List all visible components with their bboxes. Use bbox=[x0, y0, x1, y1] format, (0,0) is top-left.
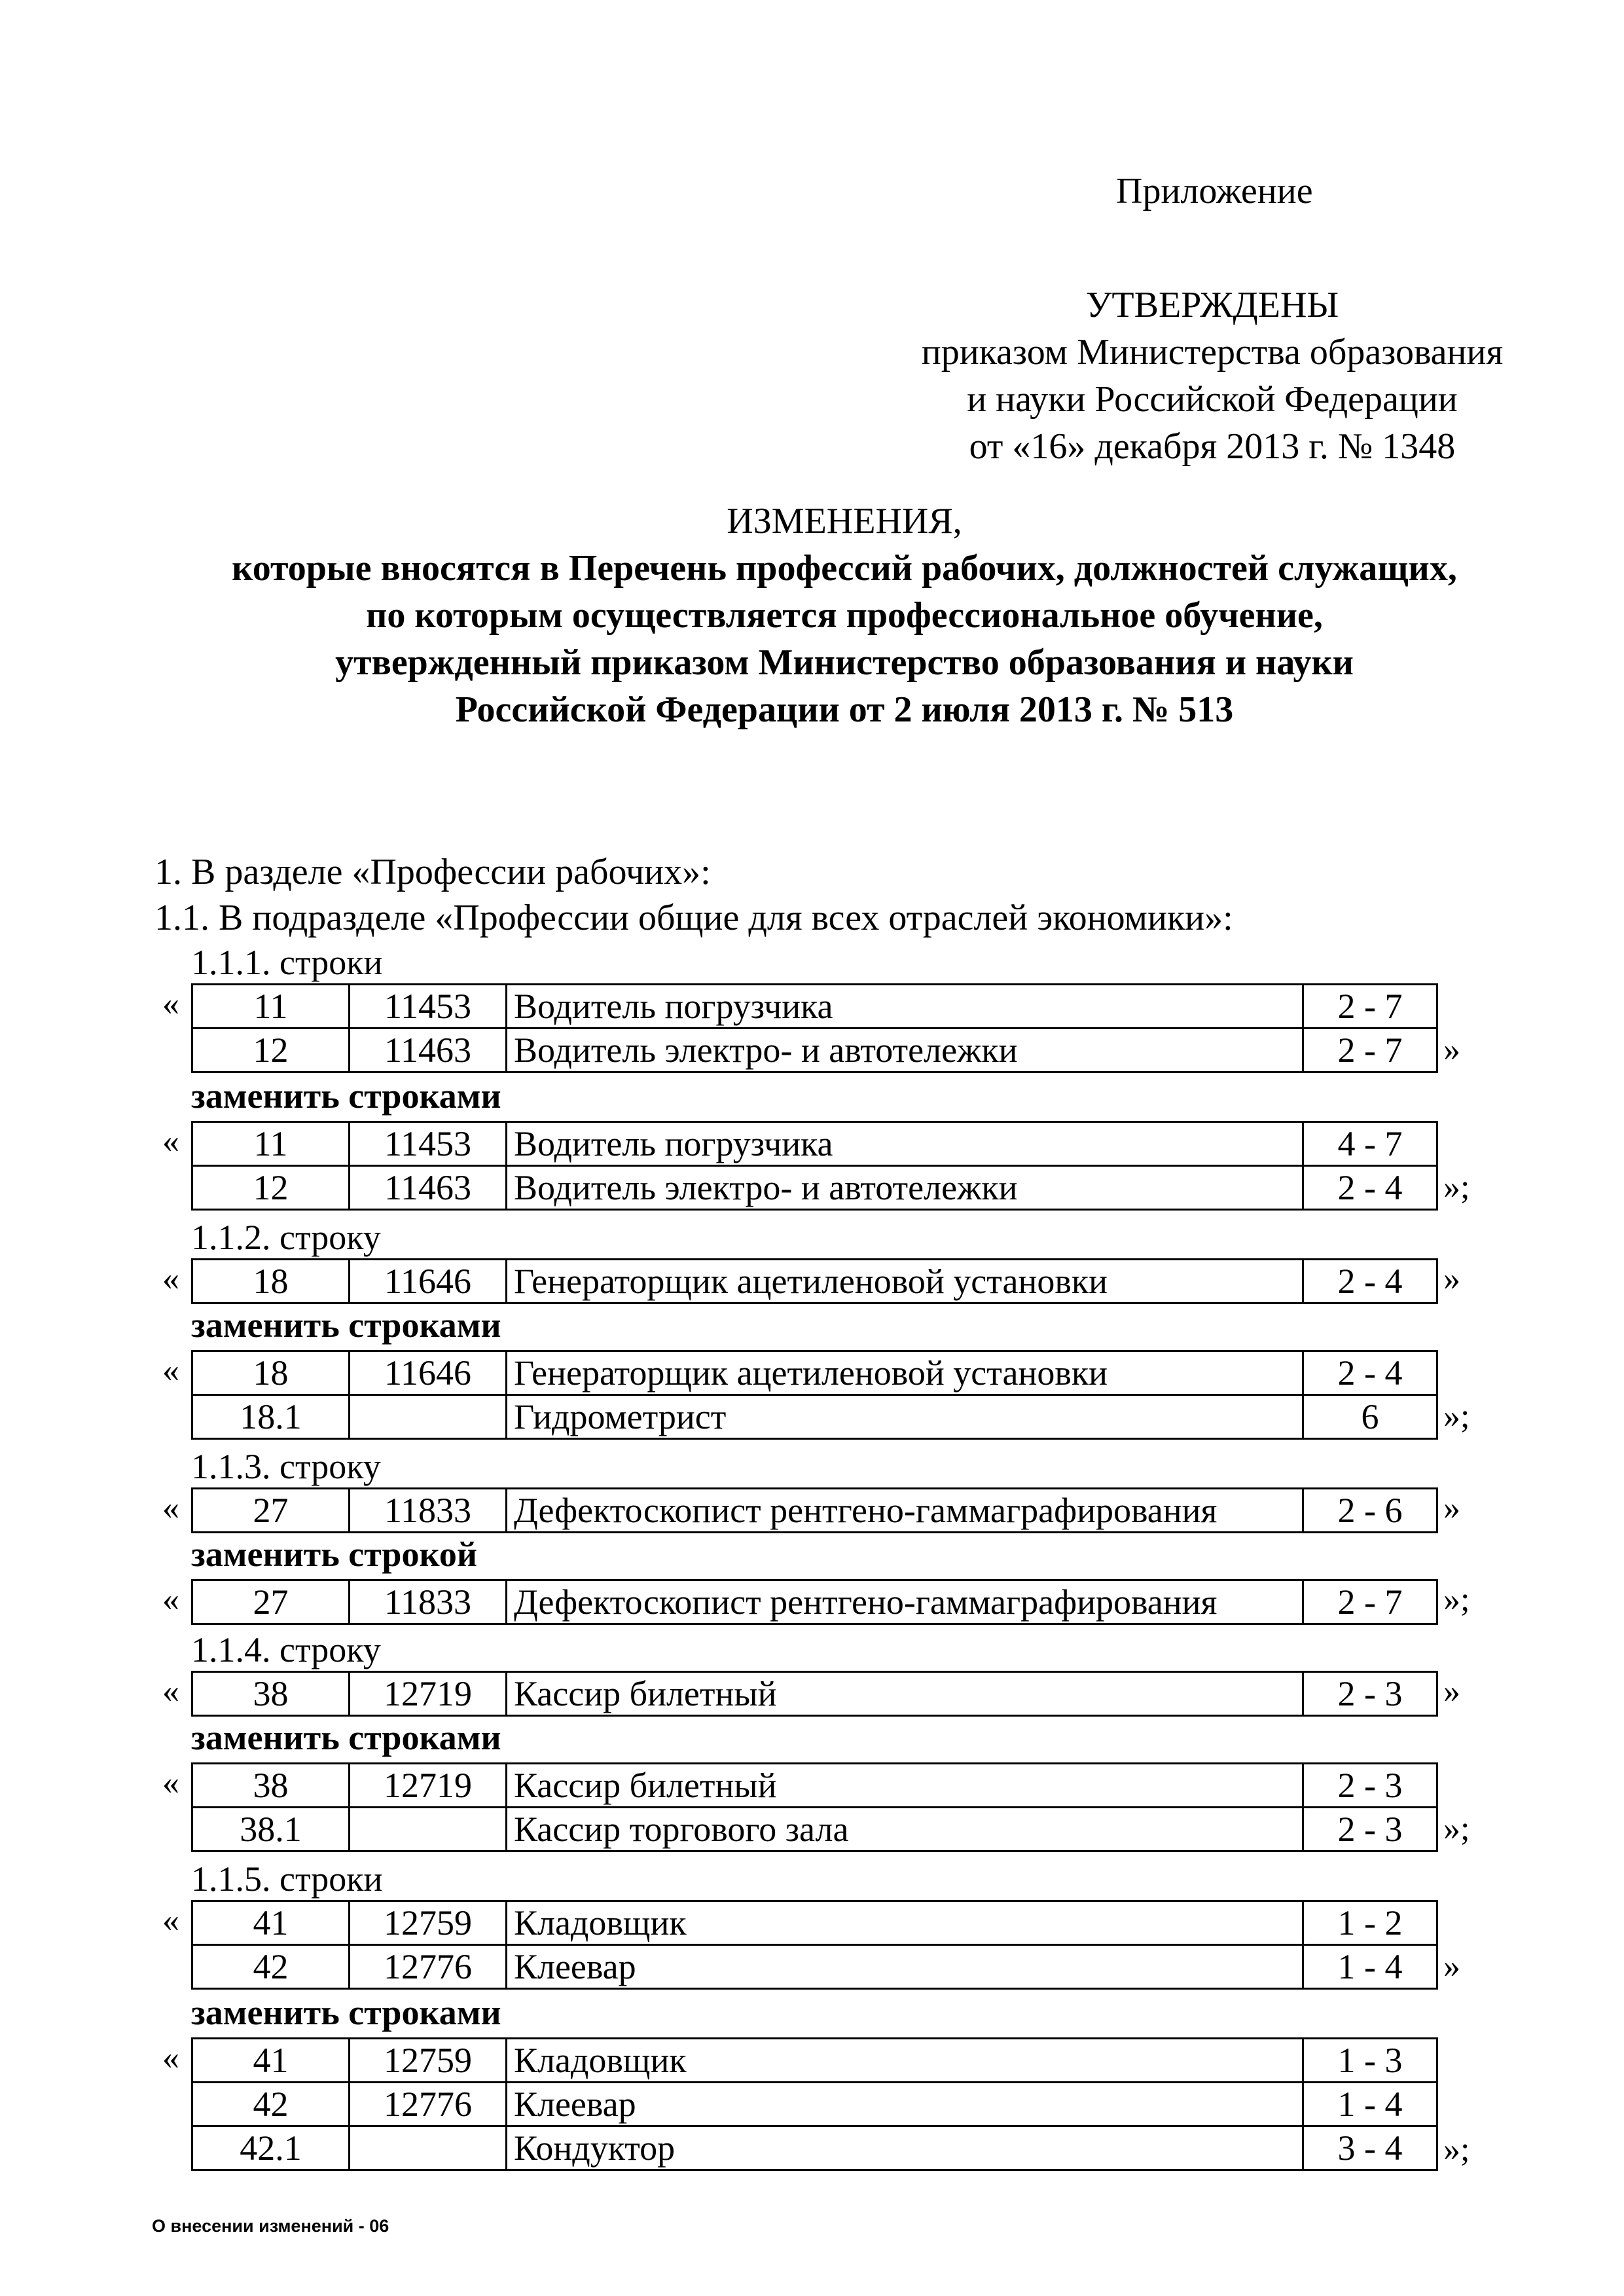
profession-name-cell: Гидрометрист bbox=[507, 1395, 1303, 1439]
code-cell: 11463 bbox=[350, 1029, 507, 1072]
grade-range-cell: 2 - 6 bbox=[1303, 1489, 1437, 1533]
grade-range-cell: 3 - 4 bbox=[1303, 2126, 1437, 2170]
profession-name-cell: Клеевар bbox=[507, 2083, 1303, 2126]
replace-label: заменить строками bbox=[191, 1718, 501, 1757]
grade-range-cell: 2 - 7 bbox=[1303, 985, 1437, 1029]
row-number-cell: 18.1 bbox=[192, 1395, 350, 1439]
code-cell: 12759 bbox=[350, 1901, 507, 1945]
table-row bbox=[192, 1351, 1437, 1395]
section-1-1-heading: 1.1. В подразделе «Профессии общие для всех отраслей экономики»: bbox=[154, 898, 1233, 938]
row-number-cell: 38 bbox=[192, 1672, 350, 1716]
open-quote: « bbox=[162, 1902, 179, 1939]
document-title bbox=[196, 498, 1492, 733]
profession-name-cell: Кладовщик bbox=[507, 1901, 1303, 1945]
table-row bbox=[192, 1672, 1437, 1716]
row-number-cell: 18 bbox=[192, 1260, 350, 1303]
table-row bbox=[192, 1166, 1437, 1210]
item-label: 1.1.4. строку bbox=[191, 1630, 381, 1669]
old-rows-table bbox=[191, 1258, 1438, 1304]
table-row bbox=[192, 985, 1437, 1029]
old-rows-table bbox=[191, 1487, 1438, 1533]
code-cell: 12719 bbox=[350, 1672, 507, 1716]
new-rows-table bbox=[191, 1121, 1438, 1211]
grade-range-cell: 4 - 7 bbox=[1303, 1122, 1437, 1166]
table-row bbox=[192, 2083, 1437, 2126]
open-quote: « bbox=[162, 1489, 179, 1527]
code-cell: 11833 bbox=[350, 1580, 507, 1624]
grade-range-cell: 2 - 4 bbox=[1303, 1166, 1437, 1210]
row-number-cell: 38 bbox=[192, 1764, 350, 1808]
item-label: 1.1.3. строку bbox=[191, 1447, 381, 1486]
footer-note: О внесении изменений - 06 bbox=[152, 2216, 389, 2236]
grade-range-cell: 2 - 3 bbox=[1303, 1672, 1437, 1716]
open-quote: « bbox=[162, 1764, 179, 1802]
replace-label: заменить строкой bbox=[191, 1535, 477, 1574]
close-quote: » bbox=[1443, 1673, 1460, 1710]
profession-name-cell: Водитель погрузчика bbox=[507, 985, 1303, 1029]
row-number-cell: 27 bbox=[192, 1580, 350, 1624]
title-line-3: утвержденный приказом Министерство образования и науки bbox=[335, 642, 1354, 683]
replace-label: заменить строками bbox=[191, 1993, 501, 2032]
grade-range-cell: 2 - 3 bbox=[1303, 1764, 1437, 1808]
profession-name-cell: Водитель электро- и автотележки bbox=[507, 1166, 1303, 1210]
table-row bbox=[192, 1580, 1437, 1624]
code-cell bbox=[350, 1808, 507, 1851]
grade-range-cell: 2 - 4 bbox=[1303, 1351, 1437, 1395]
open-quote: « bbox=[162, 1123, 179, 1160]
row-number-cell: 18 bbox=[192, 1351, 350, 1395]
profession-name-cell: Кондуктор bbox=[507, 2126, 1303, 2170]
open-quote: « bbox=[162, 985, 179, 1023]
approved-line-3: от «16» декабря 2013 г. № 1348 bbox=[969, 426, 1456, 467]
code-cell bbox=[350, 1395, 507, 1439]
row-number-cell: 41 bbox=[192, 1901, 350, 1945]
close-quote: » bbox=[1443, 1031, 1460, 1068]
close-quote: » bbox=[1443, 1489, 1460, 1527]
close-quote: »; bbox=[1443, 1398, 1470, 1435]
open-quote: « bbox=[162, 2039, 179, 2077]
approved-line-1: приказом Министерства образования bbox=[921, 332, 1504, 373]
table-row bbox=[192, 1764, 1437, 1808]
open-quote: « bbox=[162, 1260, 179, 1298]
section-1-heading: 1. В разделе «Профессии рабочих»: bbox=[154, 852, 711, 892]
table-row bbox=[192, 1260, 1437, 1303]
item-label: 1.1.1. строки bbox=[191, 943, 383, 982]
code-cell: 11833 bbox=[350, 1489, 507, 1533]
title-main: ИЗМЕНЕНИЯ, bbox=[727, 501, 962, 541]
new-rows-table bbox=[191, 2037, 1438, 2171]
item-label: 1.1.2. строку bbox=[191, 1218, 381, 1257]
close-quote: »; bbox=[1443, 1810, 1470, 1848]
replace-label: заменить строками bbox=[191, 1076, 501, 1116]
row-number-cell: 27 bbox=[192, 1489, 350, 1533]
close-quote: »; bbox=[1443, 1581, 1470, 1618]
title-line-2: по которым осуществляется профессиональное обучение, bbox=[366, 595, 1323, 636]
old-rows-table bbox=[191, 983, 1438, 1073]
approved-heading: УТВЕРЖДЕНЫ bbox=[1085, 285, 1339, 325]
table-row bbox=[192, 2039, 1437, 2083]
table-row bbox=[192, 1901, 1437, 1945]
code-cell: 12776 bbox=[350, 2083, 507, 2126]
row-number-cell: 11 bbox=[192, 985, 350, 1029]
code-cell bbox=[350, 2126, 507, 2170]
close-quote: »; bbox=[1443, 1169, 1470, 1206]
table-row bbox=[192, 1489, 1437, 1533]
old-rows-table bbox=[191, 1900, 1438, 1990]
row-number-cell: 41 bbox=[192, 2039, 350, 2083]
profession-name-cell: Генераторщик ацетиленовой установки bbox=[507, 1351, 1303, 1395]
grade-range-cell: 1 - 2 bbox=[1303, 1901, 1437, 1945]
close-quote: » bbox=[1443, 1948, 1460, 1985]
profession-name-cell: Кассир билетный bbox=[507, 1672, 1303, 1716]
approved-line-2: и науки Российской Федерации bbox=[967, 379, 1458, 420]
row-number-cell: 42.1 bbox=[192, 2126, 350, 2170]
profession-name-cell: Дефектоскопист рентгено-гаммаграфирования bbox=[507, 1580, 1303, 1624]
title-line-4: Российской Федерации от 2 июля 2013 г. № 513 bbox=[455, 689, 1234, 730]
profession-name-cell: Кладовщик bbox=[507, 2039, 1303, 2083]
close-quote: » bbox=[1443, 1260, 1460, 1298]
code-cell: 12719 bbox=[350, 1764, 507, 1808]
row-number-cell: 38.1 bbox=[192, 1808, 350, 1851]
open-quote: « bbox=[162, 1581, 179, 1618]
profession-name-cell: Дефектоскопист рентгено-гаммаграфирования bbox=[507, 1489, 1303, 1533]
code-cell: 12759 bbox=[350, 2039, 507, 2083]
row-number-cell: 42 bbox=[192, 2083, 350, 2126]
code-cell: 11646 bbox=[350, 1351, 507, 1395]
new-rows-table bbox=[191, 1579, 1438, 1625]
open-quote: « bbox=[162, 1673, 179, 1710]
grade-range-cell: 2 - 7 bbox=[1303, 1580, 1437, 1624]
grade-range-cell: 1 - 3 bbox=[1303, 2039, 1437, 2083]
grade-range-cell: 2 - 4 bbox=[1303, 1260, 1437, 1303]
profession-name-cell: Кассир билетный bbox=[507, 1764, 1303, 1808]
open-quote: « bbox=[162, 1352, 179, 1389]
profession-name-cell: Генераторщик ацетиленовой установки bbox=[507, 1260, 1303, 1303]
table-row bbox=[192, 1395, 1437, 1439]
title-line-1: которые вносятся в Перечень профессий рабочих, должностей служащих, bbox=[232, 548, 1457, 589]
table-row bbox=[192, 1945, 1437, 1989]
table-row bbox=[192, 2126, 1437, 2170]
grade-range-cell: 1 - 4 bbox=[1303, 1945, 1437, 1989]
profession-name-cell: Водитель погрузчика bbox=[507, 1122, 1303, 1166]
grade-range-cell: 2 - 7 bbox=[1303, 1029, 1437, 1072]
row-number-cell: 12 bbox=[192, 1166, 350, 1210]
code-cell: 11463 bbox=[350, 1166, 507, 1210]
row-number-cell: 12 bbox=[192, 1029, 350, 1072]
grade-range-cell: 2 - 3 bbox=[1303, 1808, 1437, 1851]
code-cell: 11453 bbox=[350, 985, 507, 1029]
new-rows-table bbox=[191, 1762, 1438, 1852]
profession-name-cell: Водитель электро- и автотележки bbox=[507, 1029, 1303, 1072]
new-rows-table bbox=[191, 1350, 1438, 1440]
code-cell: 11646 bbox=[350, 1260, 507, 1303]
profession-name-cell: Кассир торгового зала bbox=[507, 1808, 1303, 1851]
row-number-cell: 11 bbox=[192, 1122, 350, 1166]
table-row bbox=[192, 1122, 1437, 1166]
profession-name-cell: Клеевар bbox=[507, 1945, 1303, 1989]
replace-label: заменить строками bbox=[191, 1305, 501, 1345]
code-cell: 12776 bbox=[350, 1945, 507, 1989]
row-number-cell: 42 bbox=[192, 1945, 350, 1989]
item-label: 1.1.5. строки bbox=[191, 1859, 383, 1899]
table-row bbox=[192, 1029, 1437, 1072]
close-quote: »; bbox=[1443, 2131, 1470, 2168]
grade-range-cell: 6 bbox=[1303, 1395, 1437, 1439]
code-cell: 11453 bbox=[350, 1122, 507, 1166]
grade-range-cell: 1 - 4 bbox=[1303, 2083, 1437, 2126]
old-rows-table bbox=[191, 1671, 1438, 1717]
appendix-label: Приложение bbox=[1116, 171, 1313, 211]
table-row bbox=[192, 1808, 1437, 1851]
approval-block bbox=[898, 282, 1526, 470]
